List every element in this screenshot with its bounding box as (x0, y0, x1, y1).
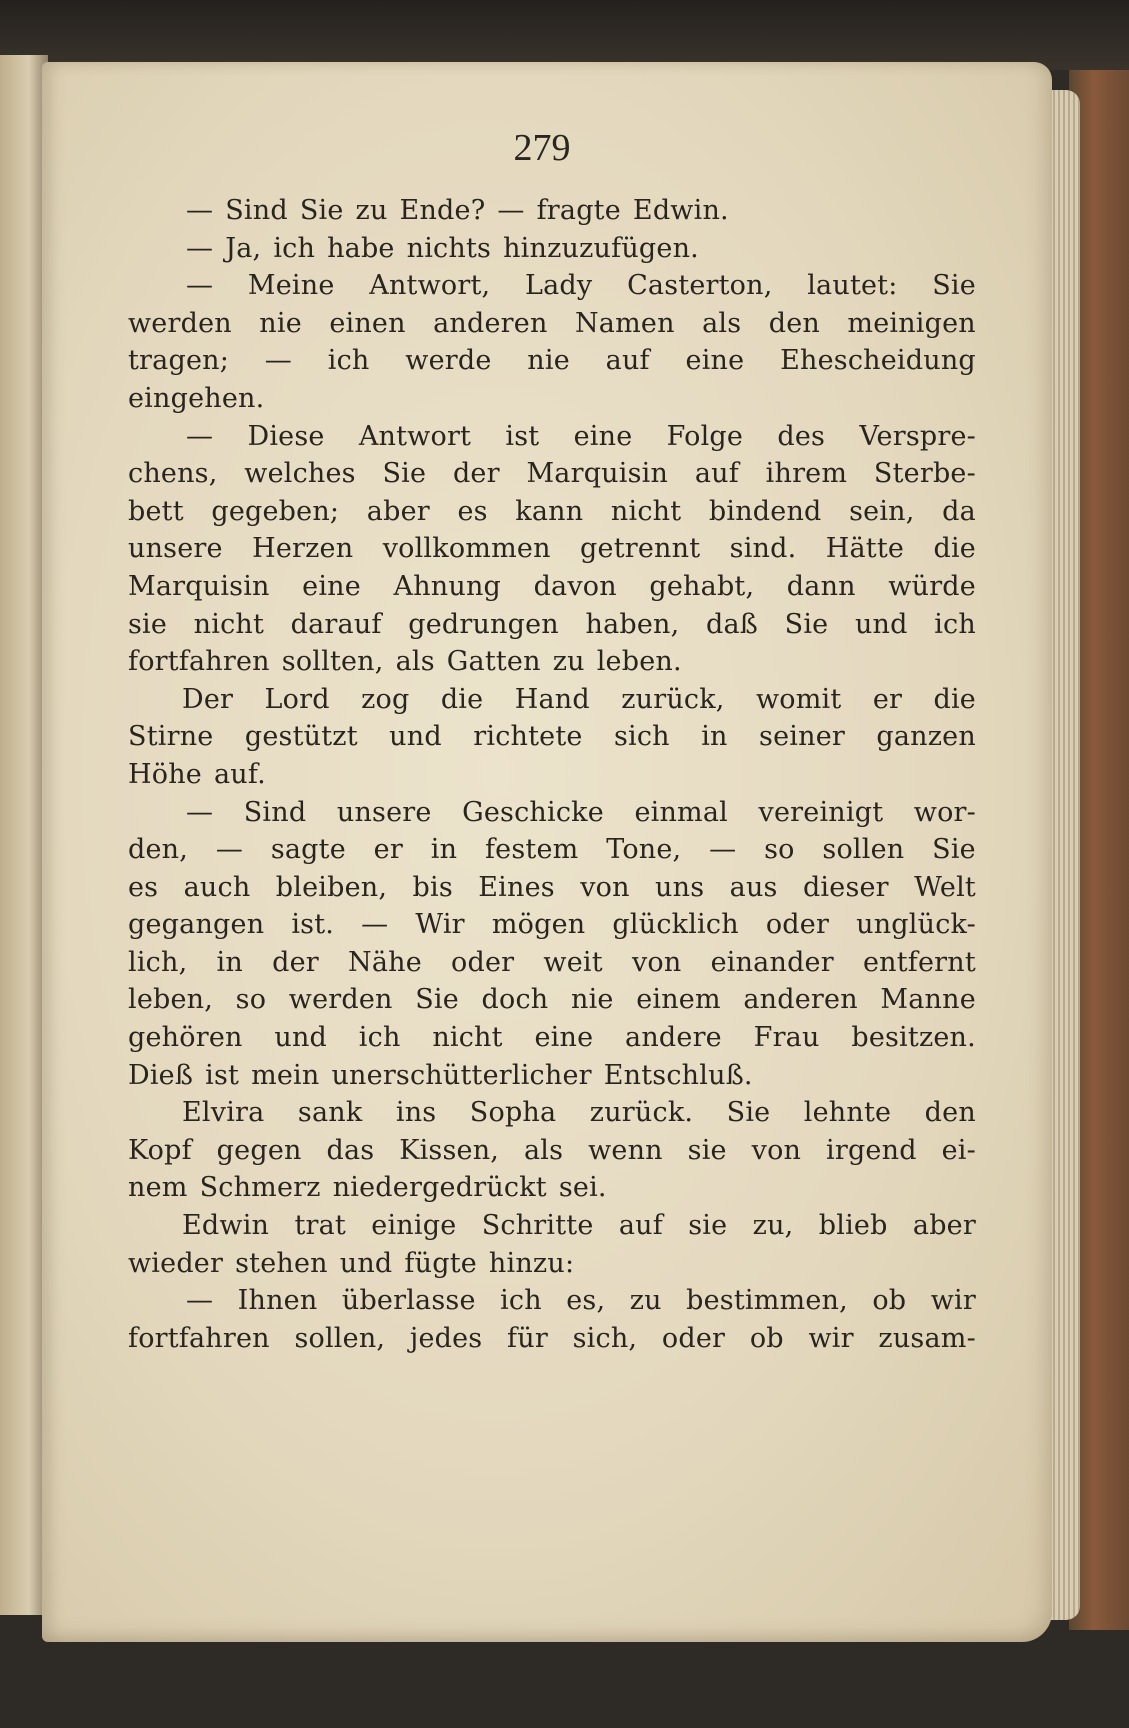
body-text (128, 192, 976, 1357)
text-line: wieder stehen und fügte hinzu: (128, 1247, 575, 1279)
text-line: Elvira sank ins Sopha zurück. Sie lehnte den (182, 1097, 976, 1129)
left-page-edge (0, 55, 48, 1615)
text-line: es auch bleiben, bis Eines von uns aus dieser Welt (128, 871, 976, 903)
text-line: fortfahren sollten, als Gatten zu leben. (128, 646, 682, 678)
text-line: den, — sagte er in festem Tone, — so sollen Sie (128, 834, 976, 866)
text-line: Kopf gegen das Kissen, als wenn sie von irgend ei- (128, 1134, 976, 1166)
book-binding-top (0, 0, 1129, 70)
text-line: lich, in der Nähe oder weit von einander entfernt (128, 946, 976, 978)
text-line: werden nie einen anderen Namen als den meinigen (128, 307, 976, 339)
text-line: leben, so werden Sie doch nie einem anderen Manne (128, 984, 976, 1016)
text-line: Stirne gestützt und richtete sich in seiner ganzen (128, 721, 976, 753)
text-line: — Diese Antwort ist eine Folge des Verspre- (186, 420, 976, 452)
text-line: — Meine Antwort, Lady Casterton, lautet: Sie (186, 270, 976, 302)
text-line: Dieß ist mein unerschütterlicher Entschluß. (128, 1059, 753, 1091)
page-number: 279 (513, 127, 571, 169)
text-line: fortfahren sollen, jedes für sich, oder ob wir zusam- (128, 1322, 976, 1354)
text-line: nem Schmerz niedergedrückt sei. (128, 1172, 607, 1204)
text-line: — Ihnen überlasse ich es, zu bestimmen, ob wir (186, 1285, 976, 1317)
text-line: — Ja, ich habe nichts hinzuzufügen. (186, 232, 699, 264)
text-line: — Sind unsere Geschicke einmal vereinigt wor- (186, 796, 976, 828)
text-line: unsere Herzen vollkommen getrennt sind. Hätte die (128, 533, 976, 565)
text-line: eingehen. (128, 382, 265, 414)
text-line: Marquisin eine Ahnung davon gehabt, dann würde (128, 570, 976, 602)
text-line: tragen; — ich werde nie auf eine Ehescheidung (128, 345, 976, 377)
text-line: — Sind Sie zu Ende? — fragte Edwin. (186, 195, 729, 226)
text-line: gegangen ist. — Wir mögen glücklich oder unglück- (128, 909, 976, 941)
text-line: Höhe auf. (128, 758, 266, 790)
text-line: Edwin trat einige Schritte auf sie zu, blieb aber (182, 1210, 976, 1242)
text-line: gehören und ich nicht eine andere Frau besitzen. (128, 1022, 976, 1054)
text-line: Der Lord zog die Hand zurück, womit er die (182, 683, 976, 715)
book-page (42, 62, 1052, 1642)
text-line: bett gegeben; aber es kann nicht bindend sein, da (128, 495, 976, 527)
text-line: sie nicht darauf gedrungen haben, daß Sie und ich (128, 608, 976, 640)
text-line: chens, welches Sie der Marquisin auf ihrem Sterbe- (128, 458, 976, 490)
